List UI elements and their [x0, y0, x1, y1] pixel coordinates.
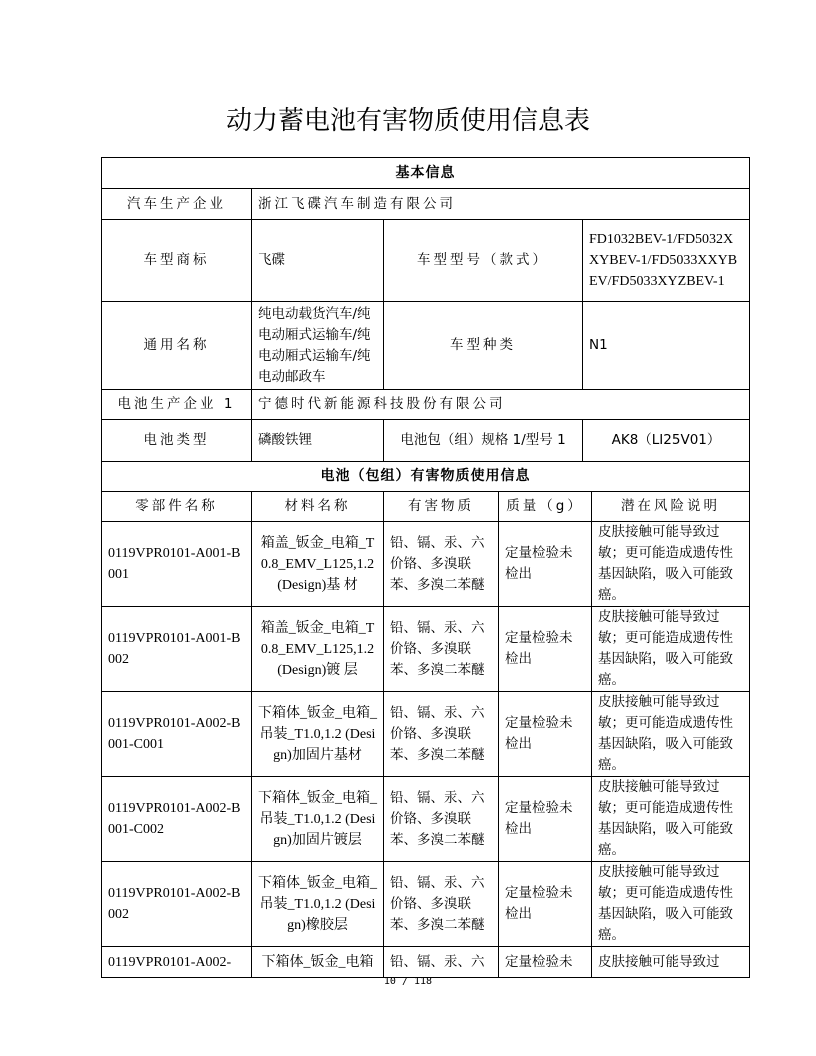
part-name-cell: 0119VPR0101-A002-	[102, 947, 252, 978]
mass-cell: 定量检验未	[499, 947, 592, 978]
column-header: 零部件名称	[102, 492, 252, 522]
column-header: 潜在风险说明	[592, 492, 750, 522]
part-name-cell: 0119VPR0101-A002-B001-C001	[102, 692, 252, 777]
mass-cell: 定量检验未检出	[499, 522, 592, 607]
hazardous-substance-cell: 铅、镉、汞、六价铬、多溴联苯、多溴二苯醚	[384, 777, 499, 862]
table-row	[102, 522, 750, 607]
hazardous-substance-cell: 铅、镉、汞、六价铬、多溴联苯、多溴二苯醚	[384, 862, 499, 947]
hazardous-substance-cell: 铅、镉、汞、六价铬、多溴联苯、多溴二苯醚	[384, 692, 499, 777]
part-name-cell: 0119VPR0101-A002-B002	[102, 862, 252, 947]
model-value: FD1032BEV-1/FD5032XXYBEV-1/FD5033XXYBEV/FD5033XYZBEV-1	[583, 220, 750, 302]
manufacturer-value: 浙江飞碟汽车制造有限公司	[252, 189, 750, 220]
table-row	[102, 607, 750, 692]
pack-spec-value: AK8（LI25V01）	[583, 420, 750, 462]
column-header: 材料名称	[252, 492, 384, 522]
table-row	[102, 692, 750, 777]
material-name-cell: 下箱体_钣金_电箱	[252, 947, 384, 978]
mass-cell: 定量检验未检出	[499, 692, 592, 777]
mass-cell: 定量检验未检出	[499, 607, 592, 692]
basic-info-table	[101, 157, 750, 492]
mass-cell: 定量检验未检出	[499, 862, 592, 947]
table-row	[102, 947, 750, 978]
risk-description-cell: 皮肤接触可能导致过敏；更可能造成遗传性基因缺陷，吸入可能致癌。	[592, 692, 750, 777]
risk-description-cell: 皮肤接触可能导致过敏；更可能造成遗传性基因缺陷，吸入可能致癌。	[592, 607, 750, 692]
risk-description-cell: 皮肤接触可能导致过敏；更可能造成遗传性基因缺陷，吸入可能致癌。	[592, 862, 750, 947]
risk-description-cell: 皮肤接触可能导致过敏；更可能造成遗传性基因缺陷，吸入可能致癌。	[592, 522, 750, 607]
part-name-cell: 0119VPR0101-A001-B001	[102, 522, 252, 607]
hazard-table-header-row	[102, 492, 750, 522]
hazardous-substance-cell: 铅、镉、汞、六价铬、多溴联苯、多溴二苯醚	[384, 522, 499, 607]
risk-description-cell: 皮肤接触可能导致过敏；更可能造成遗传性基因缺陷，吸入可能致癌。	[592, 777, 750, 862]
material-name-cell: 箱盖_钣金_电箱_T0.8_EMV_L125,1.2 (Design)基 材	[252, 522, 384, 607]
material-name-cell: 箱盖_钣金_电箱_T0.8_EMV_L125,1.2 (Design)镀 层	[252, 607, 384, 692]
mass-cell: 定量检验未检出	[499, 777, 592, 862]
model-label: 车型型号（款式）	[384, 220, 583, 302]
hazard-info-header: 电池（包组）有害物质使用信息	[102, 462, 750, 492]
part-name-cell: 0119VPR0101-A001-B002	[102, 607, 252, 692]
hazard-info-table	[101, 491, 750, 978]
vehicle-category-label: 车型种类	[384, 302, 583, 390]
hazardous-substance-cell: 铅、镉、汞、六价铬、多溴联苯、多溴二苯醚	[384, 607, 499, 692]
material-name-cell: 下箱体_钣金_电箱_吊装_T1.0,1.2 (Design)橡胶层	[252, 862, 384, 947]
generic-name-label: 通用名称	[102, 302, 252, 390]
brand-value: 飞碟	[252, 220, 384, 302]
vehicle-category-value: N1	[583, 302, 750, 390]
column-header: 有害物质	[384, 492, 499, 522]
material-name-cell: 下箱体_钣金_电箱_吊装_T1.0,1.2 (Design)加固片镀层	[252, 777, 384, 862]
table-row	[102, 862, 750, 947]
basic-info-header: 基本信息	[102, 158, 750, 189]
document-title: 动力蓄电池有害物质使用信息表	[225, 106, 590, 136]
manufacturer-label: 汽车生产企业	[102, 189, 252, 220]
battery-maker-value: 宁德时代新能源科技股份有限公司	[252, 390, 750, 420]
column-header: 质量（g）	[499, 492, 592, 522]
page-indicator: 10 / 118	[383, 976, 433, 987]
part-name-cell: 0119VPR0101-A002-B001-C002	[102, 777, 252, 862]
battery-maker-label: 电池生产企业 1	[102, 390, 252, 420]
risk-description-cell: 皮肤接触可能导致过	[592, 947, 750, 978]
material-name-cell: 下箱体_钣金_电箱_吊装_T1.0,1.2 (Design)加固片基材	[252, 692, 384, 777]
table-row	[102, 777, 750, 862]
battery-type-label: 电池类型	[102, 420, 252, 462]
brand-label: 车型商标	[102, 220, 252, 302]
pack-spec-label: 电池包（组）规格 1/型号 1	[384, 420, 583, 462]
generic-name-value: 纯电动载货汽车/纯电动厢式运输车/纯电动厢式运输车/纯电动邮政车	[252, 302, 384, 390]
hazardous-substance-cell: 铅、镉、汞、六	[384, 947, 499, 978]
battery-type-value: 磷酸铁锂	[252, 420, 384, 462]
